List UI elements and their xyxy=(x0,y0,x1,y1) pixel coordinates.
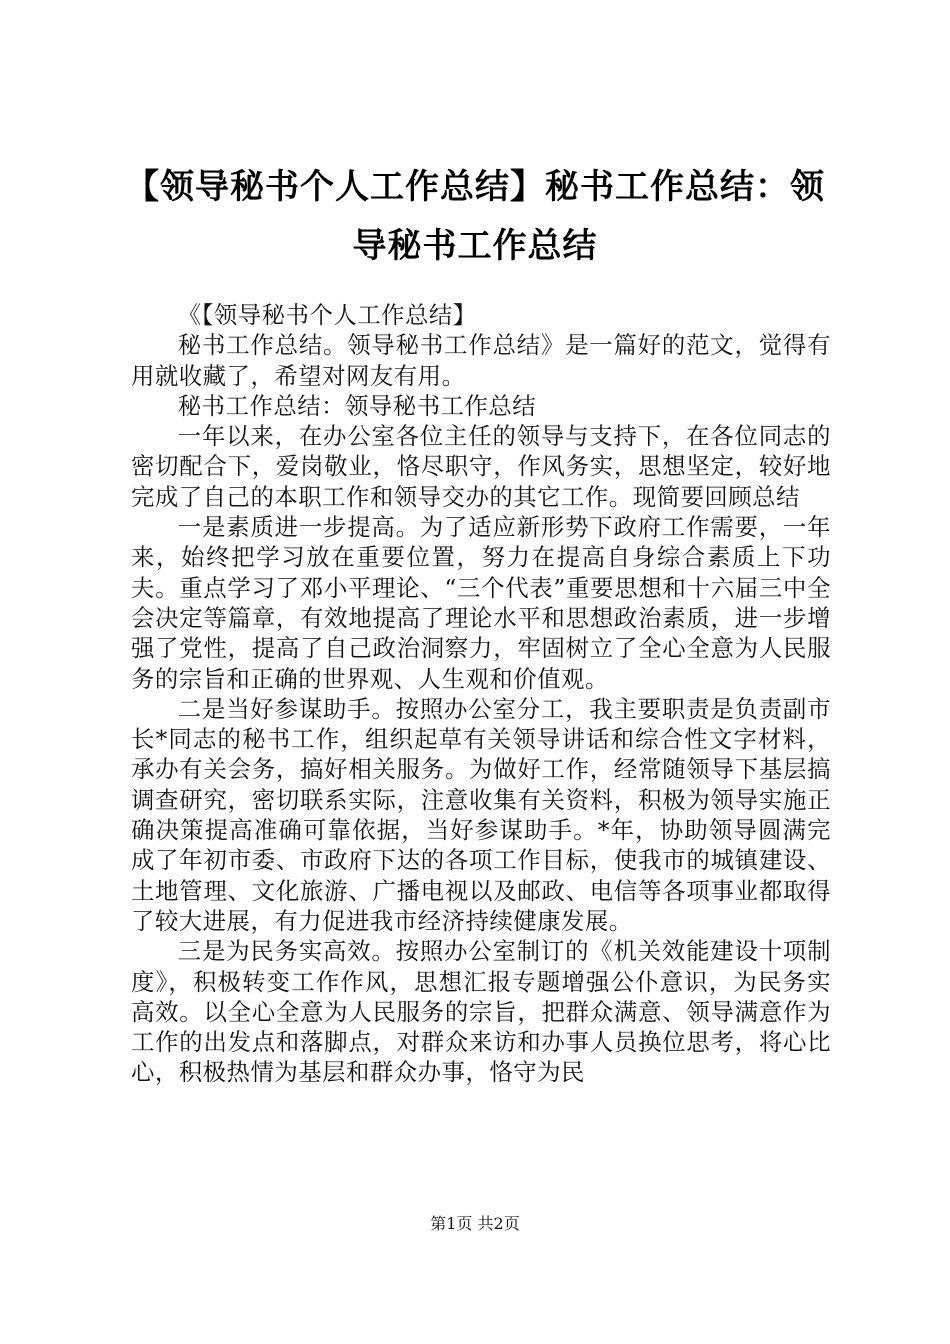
paragraph: 一是素质进一步提高。为了适应新形势下政府工作需要，一年来，始终把学习放在重要位置，努力在提高自身综合素质上下功夫。重点学习了邓小平理论、“三个代表”重要思想和十六届三中全会决定等篇章，有效地提高了理论水平和思想政治素质，进一步增强了党性，提高了自己政治洞察力，牢固树立了全心全意为人民服务的宗旨和正确的世界观、人生观和价值观。 xyxy=(131,513,831,693)
paragraph: 二是当好参谋助手。按照办公室分工，我主要职责是负责副市长*同志的秘书工作，组织起草有关领导讲话和综合性文字材料，承办有关会务，搞好相关服务。为做好工作，经常随领导下基层搞调查研究，密切联系实际，注意收集有关资料，积极为领导实施正确决策提高准确可靠依据，当好参谋助手。*年，协助领导圆满完成了年初市委、市政府下达的各项工作目标，使我市的城镇建设、土地管理、文化旅游、广播电视以及邮政、电信等各项事业都取得了较大进展，有力促进我市经济持续健康发展。 xyxy=(131,694,831,935)
paragraph: 一年以来，在办公室各位主任的领导与支持下，在各位同志的密切配合下，爱岗敬业，恪尽职守，作风务实，思想坚定，较好地完成了自己的本职工作和领导交办的其它工作。现简要回顾总结 xyxy=(131,422,831,511)
page-number-footer: 第1页 共2页 xyxy=(430,1214,520,1233)
document-title: 【领导秘书个人工作总结】秘书工作总结：领导秘书工作总结 xyxy=(125,167,825,266)
document-body xyxy=(131,300,831,1088)
paragraph: 《【领导秘书个人工作总结】 xyxy=(177,301,477,329)
paragraph: 三是为民务实高效。按照办公室制订的《机关效能建设十项制度》，积极转变工作作风，思想汇报专题增强公仆意识，为民务实高效。以全心全意为人民服务的宗旨，把群众满意、领导满意作为工作的出发点和落脚点，对群众来访和办事人员换位思考，将心比心，积极热情为基层和群众办事，恪守为民 xyxy=(131,937,831,1087)
paragraph: 秘书工作总结。领导秘书工作总结》是一篇好的范文，觉得有用就收藏了，希望对网友有用。 xyxy=(131,331,831,390)
paragraph: 秘书工作总结：领导秘书工作总结 xyxy=(177,391,537,420)
